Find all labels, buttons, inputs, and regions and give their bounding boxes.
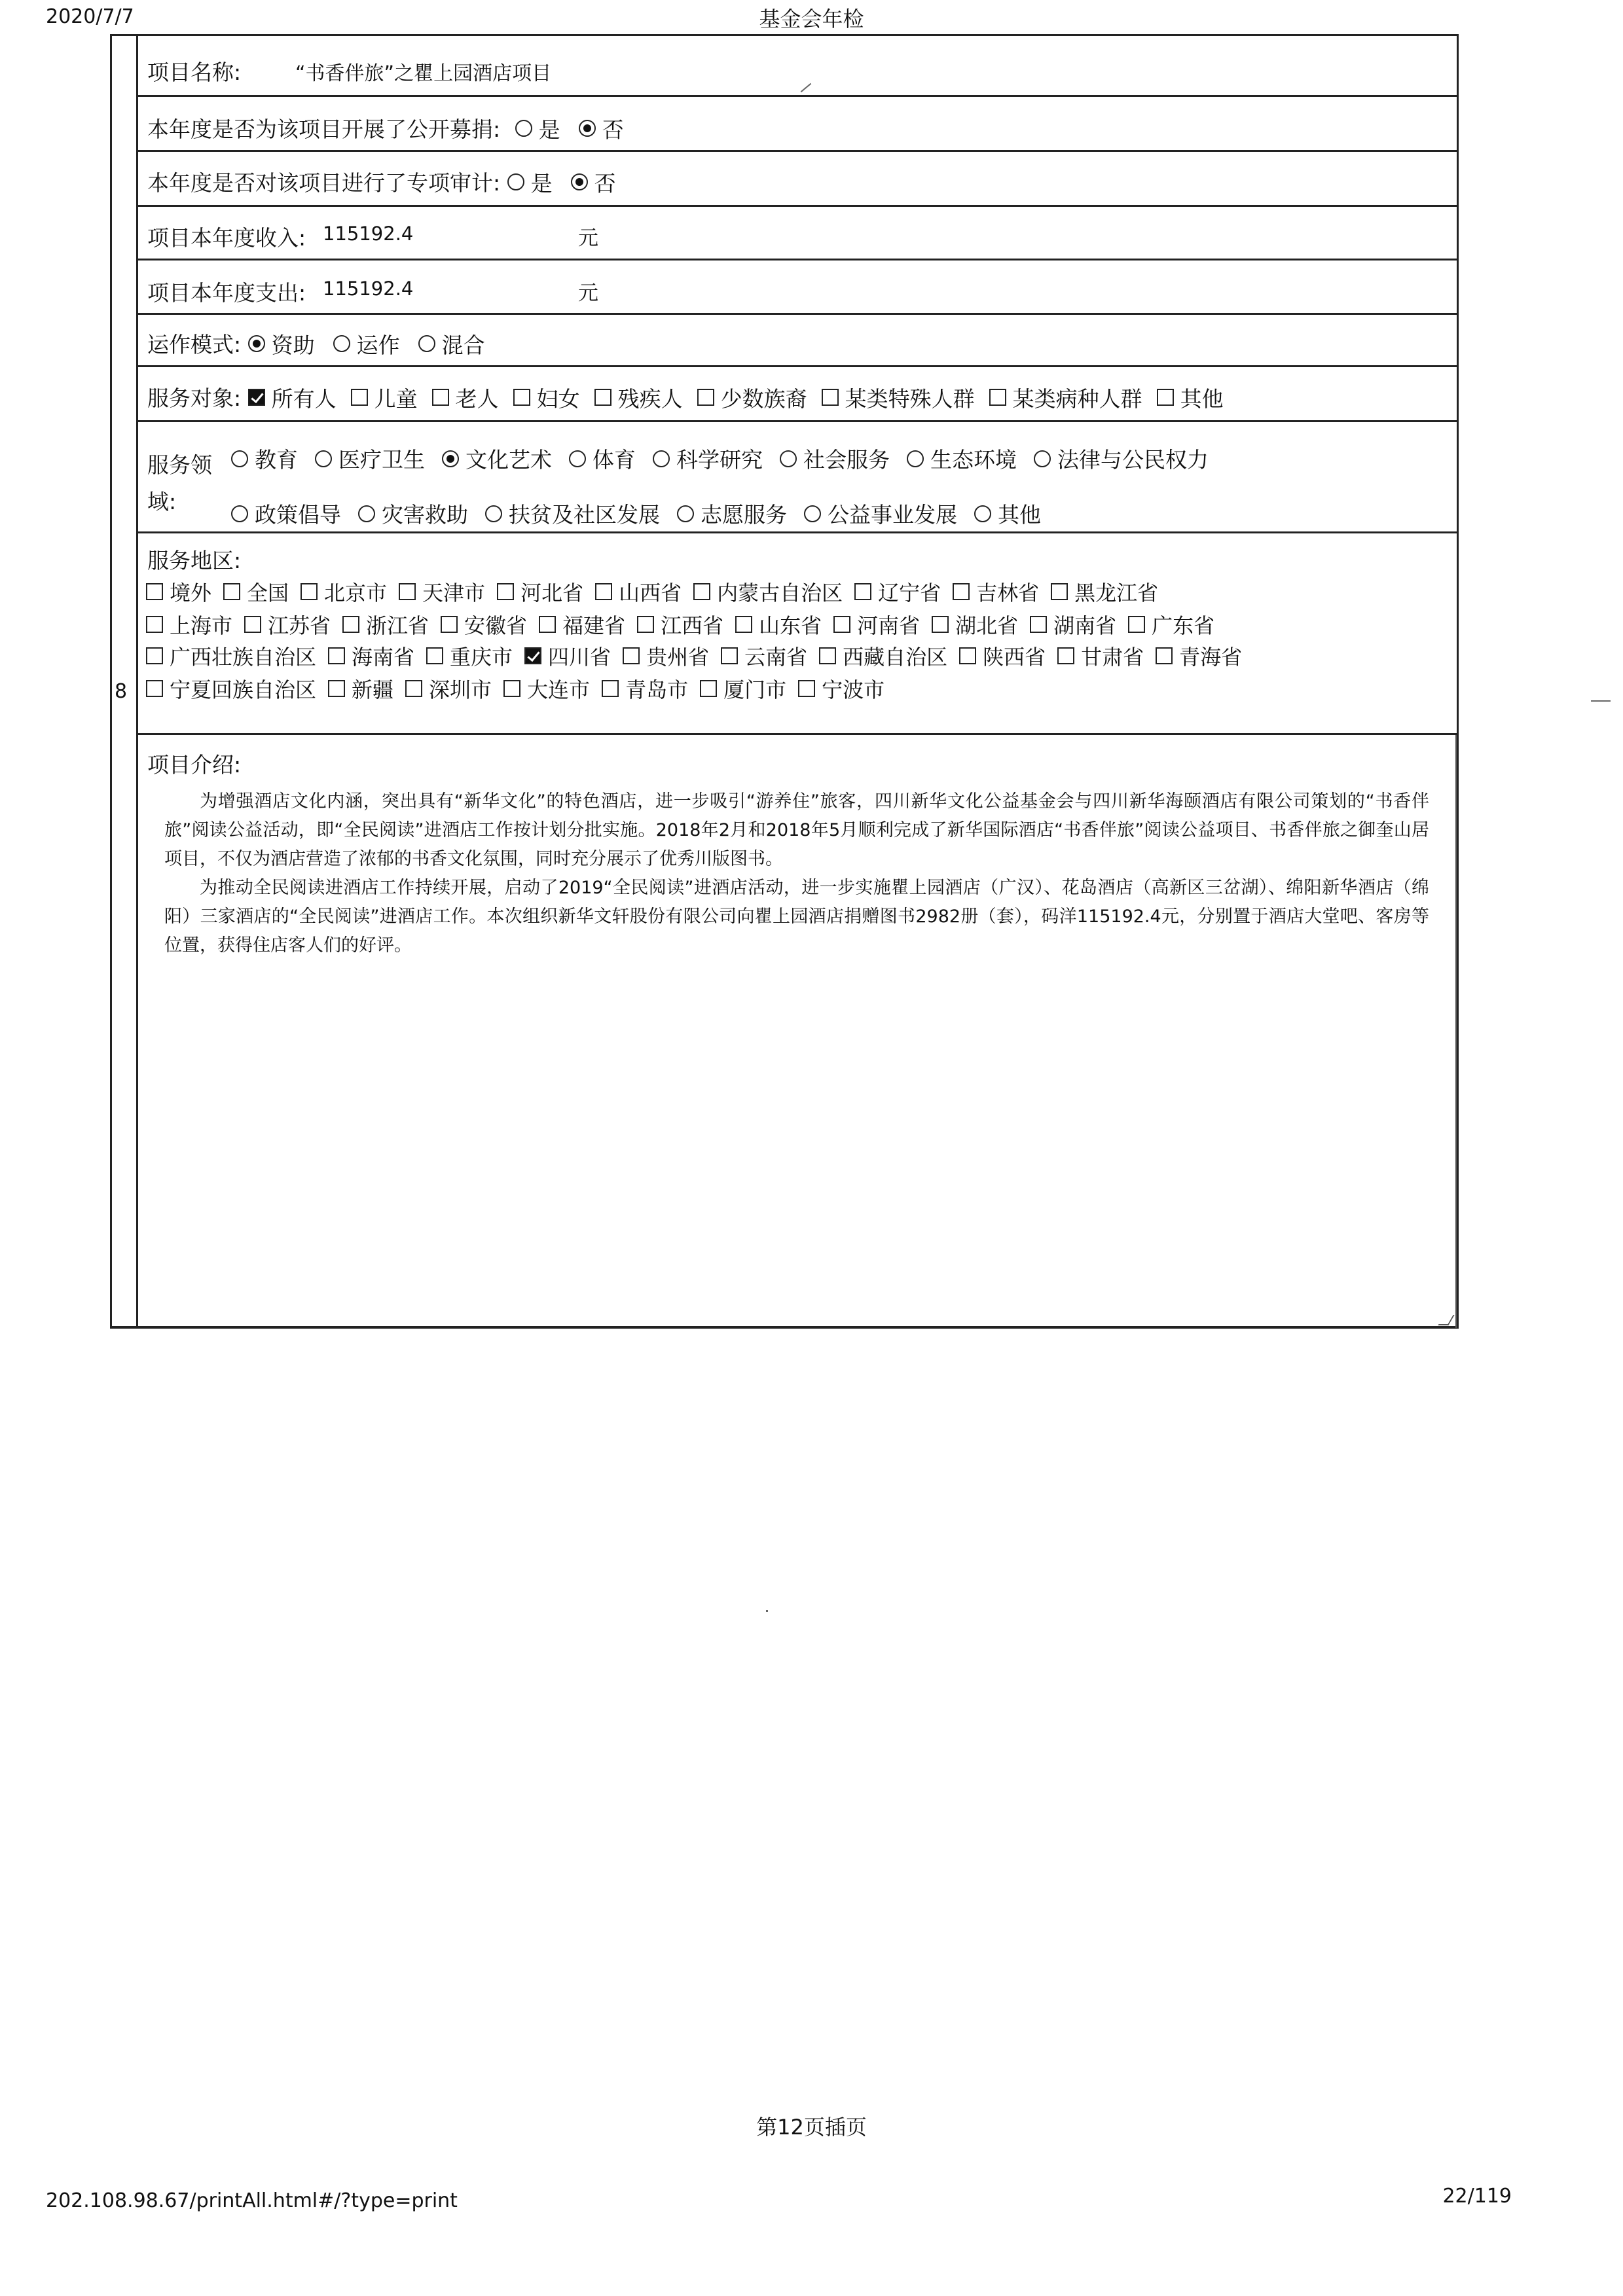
service-region-option-label: 上海市 (170, 613, 233, 638)
service-region-option-6[interactable] (798, 673, 884, 704)
service-region-option-label: 深圳市 (429, 677, 492, 702)
checkbox-icon[interactable] (426, 647, 443, 664)
checkbox-icon[interactable] (693, 583, 710, 600)
service-region-option-4[interactable] (497, 577, 583, 607)
service-regions-options-2 (146, 609, 1450, 639)
checkbox-icon[interactable] (1156, 647, 1173, 664)
service-region-option-2[interactable] (301, 577, 387, 607)
service-region-option-6[interactable] (735, 609, 822, 639)
checkbox-icon[interactable] (539, 616, 556, 633)
introduction-paragraph: 为增强酒店文化内涵，突出具有“新华文化”的特色酒店，进一步吸引“游养住”旅客，四川新华文化公益基金会与四川新华海颐酒店有限公司策划的“书香伴旅”阅读公益活动，即“全民阅读”进酒店工作按计划分批实施。2018年2月和2018年5月顺利完成了新华国际酒店“书香伴旅”阅读公益项目、书香伴旅之御奎山居项目，不仅为酒店营造了浓郁的书香文化氛围，同时充分展示了优秀川版图书。 (164, 791, 1429, 869)
service-region-option-label: 江西省 (661, 613, 724, 638)
checkbox-icon[interactable] (854, 583, 871, 600)
service-target-option-label: 妇女 (536, 386, 580, 412)
service-target-option-1[interactable] (351, 382, 418, 413)
expense-row (138, 260, 1457, 315)
service-region-option-0[interactable] (146, 609, 232, 639)
radio-icon[interactable] (358, 505, 375, 522)
service-region-option-label: 厦门市 (723, 677, 787, 702)
special-audit-line (147, 166, 1450, 198)
radio-icon[interactable] (231, 505, 248, 522)
checkbox-icon[interactable] (623, 647, 640, 664)
checkbox-icon[interactable] (594, 389, 611, 406)
checkbox-icon[interactable] (399, 583, 416, 600)
row-number: 8 (115, 680, 128, 703)
service-region-option-label: 湖北省 (955, 613, 1019, 638)
service-region-option-label: 浙江省 (366, 613, 429, 638)
service-fields-row (138, 422, 1457, 533)
service-region-option-label: 安徽省 (464, 613, 528, 638)
checkbox-icon[interactable] (1157, 389, 1174, 406)
operation-mode-option-label: 运作 (356, 332, 400, 358)
checkbox-icon[interactable] (721, 647, 738, 664)
expense-value: 115192.4 (323, 278, 414, 300)
service-region-option-label: 青海省 (1179, 645, 1243, 670)
service-field-option-2[interactable] (485, 498, 660, 529)
checkbox-icon[interactable] (328, 647, 345, 664)
special-audit-option-label: 否 (594, 170, 616, 196)
service-region-option-8[interactable] (953, 577, 1039, 607)
checkbox-icon[interactable] (932, 616, 949, 633)
service-region-option-5[interactable] (595, 577, 682, 607)
service-field-option-label: 科学研究 (676, 447, 763, 473)
introduction-textarea[interactable] (138, 735, 1457, 1328)
service-field-option-0[interactable] (231, 498, 341, 529)
service-target-option-7[interactable] (989, 382, 1142, 413)
income-label: 项目本年度收入: (147, 225, 306, 251)
service-region-option-4[interactable] (623, 641, 709, 671)
service-regions-row (138, 533, 1457, 735)
service-region-option-4[interactable] (602, 673, 688, 704)
row-number-column (112, 36, 138, 1326)
service-field-option-5[interactable] (780, 443, 890, 474)
service-field-option-label: 医疗卫生 (338, 447, 425, 473)
checkbox-icon[interactable] (959, 647, 976, 664)
service-region-option-6[interactable] (819, 641, 947, 671)
special-audit-row (138, 152, 1457, 207)
service-region-option-label: 河南省 (857, 613, 921, 638)
service-field-option-4[interactable] (653, 443, 763, 474)
operation-mode-label: 运作模式: (147, 332, 242, 357)
checkbox-icon[interactable] (513, 389, 530, 406)
service-field-option-1[interactable] (315, 443, 425, 474)
service-field-option-7[interactable] (1034, 443, 1209, 474)
service-field-option-label: 生态环境 (930, 447, 1017, 473)
radio-icon[interactable] (780, 450, 797, 467)
service-field-option-6[interactable] (907, 443, 1017, 474)
checkbox-icon[interactable] (602, 680, 619, 697)
public-fundraising-line (147, 113, 1450, 144)
service-region-option-3[interactable] (524, 641, 611, 671)
checkbox-icon[interactable] (735, 616, 752, 633)
service-region-option-label: 吉林省 (976, 581, 1040, 605)
service-field-option-label: 文化艺术 (465, 447, 552, 473)
service-region-option-7[interactable] (854, 577, 941, 607)
special-audit-label: 本年度是否对该项目进行了专项审计: (147, 170, 501, 196)
service-region-option-3[interactable] (399, 577, 485, 607)
service-target-option-label: 残疾人 (617, 386, 683, 412)
special-audit-option-1[interactable] (571, 167, 616, 198)
service-region-option-label: 广东省 (1152, 613, 1215, 638)
service-region-option-0[interactable] (146, 673, 316, 704)
service-target-option-label: 老人 (455, 386, 499, 412)
service-region-option-label: 甘肃省 (1081, 645, 1144, 670)
service-region-option-6[interactable] (693, 577, 843, 607)
service-region-option-4[interactable] (539, 609, 625, 639)
service-target-option-label: 某类病种人群 (1012, 386, 1142, 412)
operation-mode-option-1[interactable] (333, 329, 400, 359)
project-form (110, 34, 1459, 1329)
service-field-option-label: 政策倡导 (255, 502, 341, 528)
service-region-option-label: 云南省 (744, 645, 808, 670)
radio-icon[interactable] (974, 505, 991, 522)
service-region-option-label: 内蒙古自治区 (717, 581, 843, 605)
project-name-row (138, 36, 1457, 97)
checkbox-icon[interactable] (595, 583, 612, 600)
service-target-option-6[interactable] (822, 382, 975, 413)
service-region-option-7[interactable] (833, 609, 920, 639)
radio-icon[interactable] (569, 450, 586, 467)
service-regions-options-4 (146, 673, 1450, 704)
checkbox-icon[interactable] (833, 616, 850, 633)
service-field-option-label: 灾害救助 (382, 502, 468, 528)
resize-handle-icon[interactable] (1438, 1315, 1454, 1325)
service-regions-options-1 (146, 577, 1450, 607)
service-region-option-9[interactable] (1156, 641, 1242, 671)
service-target-option-label: 少数族裔 (720, 386, 807, 412)
service-region-option-9[interactable] (1030, 609, 1116, 639)
checkbox-icon[interactable] (146, 647, 163, 664)
service-target-option-label: 所有人 (271, 386, 337, 412)
public-fundraising-option-label: 否 (602, 117, 624, 143)
service-region-option-0[interactable] (146, 577, 211, 607)
service-region-option-label: 广西壮族自治区 (170, 645, 317, 670)
public-fundraising-option-label: 是 (538, 117, 560, 143)
service-region-option-10[interactable] (1128, 609, 1214, 639)
service-region-option-3[interactable] (503, 673, 590, 704)
service-region-option-label: 西藏自治区 (843, 645, 948, 670)
print-url: 202.108.98.67/printAll.html#/?type=print (46, 2189, 458, 2212)
service-region-option-1[interactable] (244, 609, 331, 639)
checkbox-icon[interactable] (432, 389, 449, 406)
service-region-option-1[interactable] (328, 641, 414, 671)
checkbox-icon[interactable] (146, 680, 163, 697)
checkbox-icon[interactable] (697, 389, 714, 406)
service-targets-row (138, 367, 1457, 422)
service-target-option-8[interactable] (1157, 382, 1224, 413)
checkbox-icon[interactable] (405, 680, 422, 697)
service-target-option-2[interactable] (432, 382, 499, 413)
radio-icon[interactable] (485, 505, 502, 522)
service-region-option-label: 山西省 (619, 581, 682, 605)
introduction-paragraph: 为推动全民阅读进酒店工作持续开展，启动了2019“全民阅读”进酒店活动，进一步实施瞿上园酒店（广汉）、花岛酒店（高新区三岔湖）、绵阳新华酒店（绵阳）三家酒店的“全民阅读”进酒店工作。本次组织新华文轩股份有限公司向瞿上园酒店捐赠图书2982册（套），码洋115192.4元，分别置于酒店大堂吧、客房等位置，获得住店客人们的好评。 (164, 878, 1429, 956)
checkbox-icon[interactable] (328, 680, 345, 697)
radio-icon[interactable] (442, 450, 459, 467)
service-targets-label: 服务对象: (147, 386, 242, 411)
radio-icon[interactable] (315, 450, 332, 467)
checkbox-icon[interactable] (342, 616, 359, 633)
operation-mode-option-label: 资助 (271, 332, 315, 358)
service-targets-line (147, 382, 1450, 413)
service-field-option-label: 体育 (593, 447, 636, 473)
service-region-option-label: 天津市 (422, 581, 486, 605)
service-region-option-8[interactable] (932, 609, 1018, 639)
service-field-option-1[interactable] (358, 498, 468, 529)
checkbox-icon[interactable] (503, 680, 520, 697)
service-region-option-label: 辽宁省 (878, 581, 941, 605)
service-target-option-label: 儿童 (374, 386, 418, 412)
service-field-option-label: 法律与公民权力 (1057, 447, 1209, 473)
checkbox-icon[interactable] (146, 616, 163, 633)
checkbox-icon[interactable] (1128, 616, 1145, 633)
service-target-option-label: 其他 (1180, 386, 1224, 412)
service-regions-options-3 (146, 641, 1450, 671)
service-region-option-label: 北京市 (324, 581, 388, 605)
service-field-option-4[interactable] (804, 498, 957, 529)
operation-mode-option-label: 混合 (441, 332, 485, 358)
checkbox-icon[interactable] (637, 616, 654, 633)
checkbox-icon[interactable] (1051, 583, 1068, 600)
print-date: 2020/7/7 (46, 5, 134, 28)
checkbox-icon[interactable] (953, 583, 970, 600)
service-field-option-3[interactable] (569, 443, 636, 474)
service-region-option-label: 全国 (247, 581, 289, 605)
special-audit-option-label: 是 (530, 170, 553, 196)
service-region-option-2[interactable] (405, 673, 492, 704)
checkbox-icon[interactable] (223, 583, 240, 600)
service-region-option-label: 贵州省 (646, 645, 710, 670)
introduction-label: 项目介绍: (147, 752, 242, 778)
service-field-option-label: 其他 (998, 502, 1041, 528)
service-region-option-5[interactable] (637, 609, 723, 639)
special-audit-option-0[interactable] (507, 167, 553, 198)
service-region-option-8[interactable] (1057, 641, 1144, 671)
service-region-option-label: 河北省 (520, 581, 584, 605)
service-target-option-3[interactable] (513, 382, 580, 413)
service-region-option-7[interactable] (959, 641, 1046, 671)
service-region-option-label: 山东省 (759, 613, 822, 638)
operation-mode-line (147, 328, 1450, 359)
service-field-option-label: 教育 (255, 447, 298, 473)
radio-icon[interactable] (804, 505, 821, 522)
checkbox-icon[interactable] (301, 583, 318, 600)
introduction-row (138, 735, 1457, 1328)
checkbox-icon[interactable] (524, 647, 541, 664)
radio-icon[interactable] (571, 173, 588, 190)
checkbox-icon[interactable] (248, 389, 265, 406)
service-region-option-label: 江苏省 (268, 613, 331, 638)
expense-unit: 元 (578, 281, 598, 305)
introduction-text (164, 787, 1429, 960)
page-insert-label: 第12页插页 (756, 2115, 867, 2140)
service-region-option-3[interactable] (441, 609, 527, 639)
operation-mode-option-2[interactable] (418, 329, 485, 359)
stray-mark (801, 83, 812, 92)
service-target-option-5[interactable] (697, 382, 807, 413)
checkbox-icon[interactable] (351, 389, 368, 406)
service-fields-label-1: 服务领 (147, 452, 212, 478)
radio-icon[interactable] (579, 120, 596, 137)
service-fields-options-2 (231, 498, 1450, 529)
radio-icon[interactable] (677, 505, 694, 522)
radio-icon[interactable] (515, 120, 532, 137)
income-row (138, 207, 1457, 260)
service-region-option-label: 湖南省 (1053, 613, 1117, 638)
service-region-option-5[interactable] (700, 673, 786, 704)
checkbox-icon[interactable] (1057, 647, 1074, 664)
service-region-option-label: 青岛市 (625, 677, 689, 702)
public-fundraising-label: 本年度是否为该项目开展了公开募捐: (147, 117, 501, 142)
radio-icon[interactable] (231, 450, 248, 467)
operation-mode-row (138, 315, 1457, 367)
checkbox-icon[interactable] (822, 389, 839, 406)
service-region-option-0[interactable] (146, 641, 316, 671)
public-fundraising-option-0[interactable] (515, 113, 560, 144)
checkbox-icon[interactable] (441, 616, 458, 633)
service-region-option-label: 宁夏回族自治区 (170, 677, 317, 702)
service-field-option-label: 扶贫及社区发展 (509, 502, 660, 528)
service-region-option-label: 大连市 (527, 677, 591, 702)
expense-label: 项目本年度支出: (147, 280, 306, 306)
service-region-option-5[interactable] (721, 641, 807, 671)
service-region-option-1[interactable] (223, 577, 289, 607)
service-field-option-3[interactable] (677, 498, 787, 529)
service-fields-label-2: 域: (147, 489, 177, 514)
service-target-option-4[interactable] (594, 382, 683, 413)
income-value: 115192.4 (323, 223, 414, 245)
service-regions-label: 服务地区: (147, 548, 242, 573)
checkbox-icon[interactable] (1030, 616, 1047, 633)
service-region-option-label: 新疆 (352, 677, 394, 702)
scan-dot (766, 1610, 768, 1612)
service-region-option-label: 境外 (170, 581, 212, 605)
service-region-option-9[interactable] (1051, 577, 1158, 607)
checkbox-icon[interactable] (244, 616, 261, 633)
service-field-option-5[interactable] (974, 498, 1041, 529)
checkbox-icon[interactable] (146, 583, 163, 600)
service-field-option-2[interactable] (442, 443, 552, 474)
checkbox-icon[interactable] (989, 389, 1006, 406)
checkbox-icon[interactable] (798, 680, 815, 697)
service-region-option-label: 福建省 (562, 613, 626, 638)
public-fundraising-row (138, 97, 1457, 152)
service-region-option-label: 陕西省 (983, 645, 1046, 670)
radio-icon[interactable] (507, 173, 524, 190)
service-target-option-0[interactable] (248, 382, 337, 413)
radio-icon[interactable] (1034, 450, 1051, 467)
page-header-title: 基金会年检 (759, 7, 864, 31)
service-region-option-2[interactable] (426, 641, 513, 671)
radio-icon[interactable] (653, 450, 670, 467)
income-unit: 元 (578, 226, 598, 250)
radio-icon[interactable] (248, 335, 265, 352)
checkbox-icon[interactable] (700, 680, 717, 697)
public-fundraising-option-1[interactable] (579, 113, 624, 144)
project-name-label: 项目名称: (147, 60, 242, 85)
project-name-value: “书香伴旅”之瞿上园酒店项目 (295, 62, 552, 85)
checkbox-icon[interactable] (497, 583, 514, 600)
service-field-option-label: 公益事业发展 (828, 502, 957, 528)
checkbox-icon[interactable] (819, 647, 836, 664)
service-field-option-label: 社会服务 (803, 447, 890, 473)
service-field-option-label: 志愿服务 (701, 502, 787, 528)
service-region-option-1[interactable] (328, 673, 393, 704)
page-counter: 22/119 (1442, 2185, 1512, 2208)
service-region-option-label: 海南省 (352, 645, 415, 670)
operation-mode-option-0[interactable] (248, 329, 315, 359)
service-region-option-label: 重庆市 (450, 645, 513, 670)
service-field-option-0[interactable] (231, 443, 298, 474)
service-region-option-2[interactable] (342, 609, 429, 639)
service-fields-options-1 (231, 443, 1450, 474)
service-region-option-label: 四川省 (548, 645, 611, 670)
margin-mark (1591, 700, 1611, 702)
radio-icon[interactable] (418, 335, 435, 352)
service-target-option-label: 某类特殊人群 (845, 386, 975, 412)
radio-icon[interactable] (907, 450, 924, 467)
service-region-option-label: 黑龙江省 (1074, 581, 1159, 605)
service-region-option-label: 宁波市 (822, 677, 885, 702)
radio-icon[interactable] (333, 335, 350, 352)
